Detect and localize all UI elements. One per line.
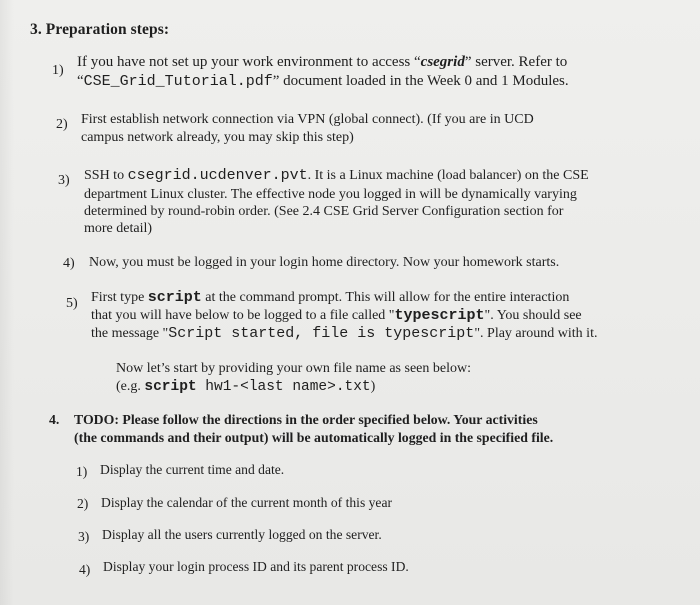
page-shadow <box>0 0 14 605</box>
todo-4-text: Display your login process ID and its parent process ID. <box>103 559 409 574</box>
step-4-number: 4) <box>63 256 75 271</box>
todo-1-number: 1) <box>76 464 88 479</box>
csegrid-server-name: csegrid <box>420 54 465 70</box>
todo-1-text: Display the current time and date. <box>100 462 285 477</box>
section-4-line-2: (the commands and their output) will be automatically logged in the specified file. <box>74 430 554 445</box>
script-started-message: Script started, file is typescript <box>168 325 475 342</box>
step-3-line-1: SSH to csegrid.ucdenver.pvt. It is a Linux machine (load balancer) on the CSE <box>84 167 589 184</box>
step-2-number: 2) <box>56 117 68 132</box>
step-5-line-3: the message "Script started, file is typescript". Play around with it. <box>91 325 598 342</box>
todo-3-text: Display all the users currently logged on the server. <box>102 527 382 542</box>
step-1-number: 1) <box>52 63 64 78</box>
section-3-title: 3. Preparation steps: <box>30 21 170 38</box>
step-5-line-1: First type script at the command prompt. This will allow for the entire interaction <box>91 289 570 306</box>
note-line-2: (e.g. script hw1-<last name>.txt) <box>116 379 376 395</box>
todo-4-number: 4) <box>79 562 91 577</box>
example-script-command: script <box>144 379 197 395</box>
step-3-number: 3) <box>58 173 70 188</box>
todo-2-text: Display the calendar of the current month of this year <box>101 495 393 510</box>
tutorial-filename: CSE_Grid_Tutorial.pdf <box>83 73 273 90</box>
step-1-line-2: “CSE_Grid_Tutorial.pdf” document loaded in the Week 0 and 1 Modules. <box>77 73 569 90</box>
typescript-filename: typescript <box>394 307 485 324</box>
step-5-number: 5) <box>66 296 78 311</box>
ssh-host: csegrid.ucdenver.pvt <box>127 167 308 184</box>
step-4-line-1: Now, you must be logged in your login home directory. Now your homework starts. <box>89 255 560 270</box>
step-5-line-2: that you will have below to be logged to a file called "typescript". You should see <box>91 307 582 324</box>
step-1-line-1: If you have not set up your work environment to access “csegrid” server. Refer to <box>77 54 568 70</box>
step-2-line-1: First establish network connection via VPN (global connect). (If you are in UCD <box>81 112 534 127</box>
step-2-line-2: campus network already, you may skip this step) <box>81 130 354 145</box>
section-4-line-1: TODO: Please follow the directions in the order specified below. Your activities <box>74 412 538 427</box>
note-line-1: Now let’s start by providing your own file name as seen below: <box>116 361 471 376</box>
step-3-line-4: more detail) <box>84 221 153 236</box>
section-4-number: 4. <box>49 412 60 427</box>
todo-3-number: 3) <box>78 529 90 544</box>
step-3-line-2: department Linux cluster. The effective node you logged in will be dynamically varying <box>84 187 577 202</box>
script-command: script <box>147 289 202 306</box>
step-3-line-3: determined by round-robin order. (See 2.4 CSE Grid Server Configuration section for <box>84 204 564 219</box>
example-filename: hw1-<last name>.txt <box>196 379 371 395</box>
todo-2-number: 2) <box>77 496 89 511</box>
